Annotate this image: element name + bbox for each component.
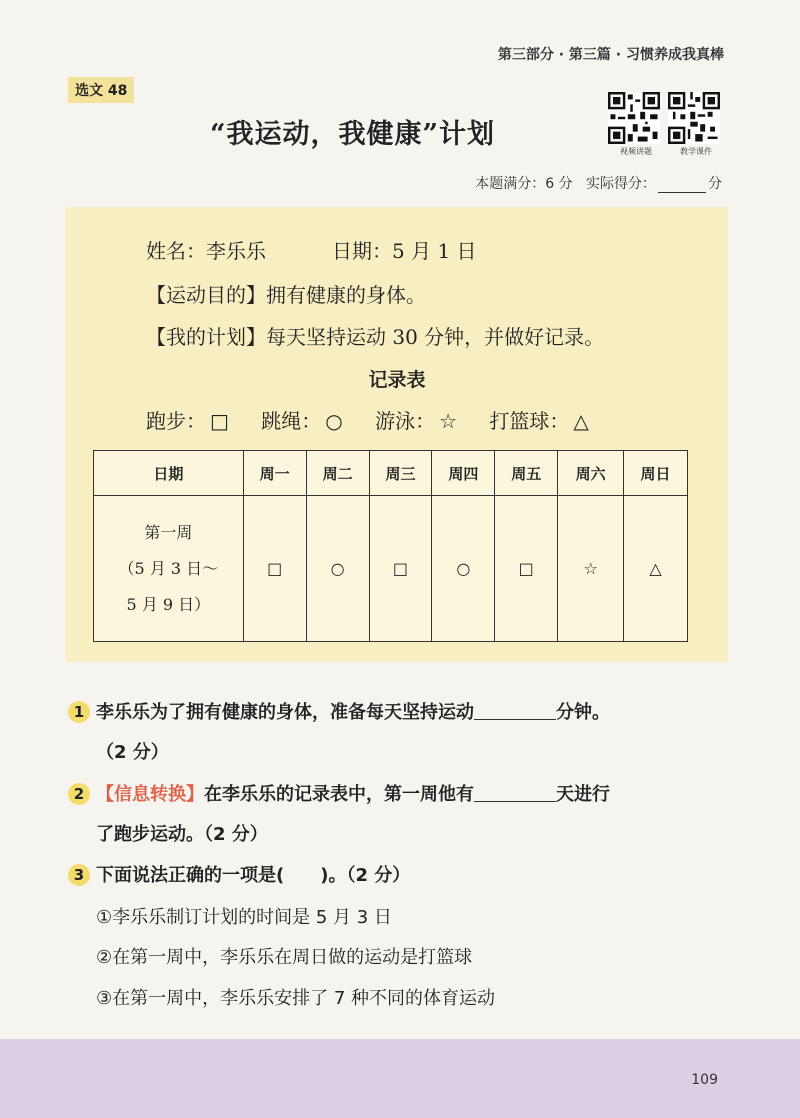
header-cell: 周三 [369, 451, 432, 496]
monday-square-icon: □ [243, 496, 306, 642]
actual-score-blank[interactable] [658, 176, 706, 193]
week-label-cell [94, 496, 244, 642]
question-2 [68, 780, 610, 846]
table-header-row [94, 451, 688, 496]
question-number-badge: 1 [68, 701, 90, 723]
question-1 [68, 698, 610, 764]
question-points: （2 分） [96, 742, 169, 763]
header-cell: 周五 [495, 451, 558, 496]
question-number-badge: 2 [68, 783, 90, 805]
plan-panel [66, 207, 728, 662]
header-cell: 周四 [432, 451, 495, 496]
qr-caption: 教学课件 [680, 147, 712, 156]
exercise-purpose: 【运动目的】拥有健康的身体。 [146, 283, 426, 307]
header-cell: 周六 [558, 451, 624, 496]
star-icon: ☆ [439, 409, 458, 433]
question-number-badge: 3 [68, 864, 90, 886]
page-title: “我运动，我健康”计划 [210, 119, 496, 150]
answer-blank[interactable] [474, 801, 556, 802]
option-1[interactable]: ①李乐乐制订计划的时间是 5 月 3 日 [96, 907, 392, 928]
circle-icon: ○ [325, 409, 343, 433]
saturday-star-icon: ☆ [558, 496, 624, 642]
score-unit: 分 [708, 176, 722, 192]
question-text-tail: 天进行 [556, 784, 610, 805]
header-cell: 周日 [624, 451, 688, 496]
qr-code-video[interactable] [608, 92, 664, 157]
question-text: 在李乐乐的记录表中，第一周他有 [204, 784, 474, 805]
running-head: 第三部分 · 第三篇 · 习惯养成我真棒 [497, 47, 724, 63]
legend-running-label: 跑步： [146, 409, 206, 433]
question-text-continued: 了跑步运动。（2 分） [96, 824, 268, 845]
page-number: 109 [691, 1072, 718, 1088]
record-table-title: 记录表 [368, 369, 426, 391]
sunday-triangle-icon: △ [624, 496, 688, 642]
week-range-end: 5 月 9 日） [126, 594, 211, 614]
symbol-legend [146, 405, 615, 434]
answer-blank[interactable] [474, 719, 556, 720]
question-text: 李乐乐为了拥有健康的身体，准备每天坚持运动 [96, 702, 474, 723]
legend-rope-label: 跳绳： [261, 409, 322, 433]
question-3 [68, 861, 410, 887]
record-table [93, 450, 688, 642]
square-icon: □ [210, 409, 229, 433]
question-text-tail: 分钟。 [556, 702, 610, 723]
full-score: 本题满分：6 分 [475, 176, 573, 192]
thursday-circle-icon: ○ [432, 496, 495, 642]
question-text: 下面说法正确的一项是( )。（2 分） [96, 865, 411, 886]
score-line [475, 173, 722, 193]
tuesday-circle-icon: ○ [306, 496, 369, 642]
selection-tag: 选文 48 [68, 77, 134, 103]
my-plan: 【我的计划】每天坚持运动 30 分钟，并做好记录。 [146, 325, 605, 349]
qr-code-icon [668, 92, 720, 144]
option-2[interactable]: ②在第一周中，李乐乐在周日做的运动是打篮球 [96, 947, 473, 968]
wednesday-square-icon: □ [369, 496, 432, 642]
legend-swim-label: 游泳： [375, 409, 436, 433]
friday-square-icon: □ [495, 496, 558, 642]
student-name: 姓名：李乐乐 [146, 239, 266, 263]
triangle-icon: △ [573, 409, 589, 433]
header-cell: 周二 [306, 451, 369, 496]
legend-basketball-label: 打篮球： [489, 409, 570, 433]
header-cell: 日期 [94, 451, 244, 496]
qr-code-icon [608, 92, 660, 144]
header-cell: 周一 [243, 451, 306, 496]
question-tag: 【信息转换】 [96, 784, 204, 805]
qr-caption: 视频讲题 [620, 147, 652, 156]
plan-date: 日期：5 月 1 日 [332, 239, 477, 263]
qr-code-courseware[interactable] [668, 92, 724, 157]
week-range-start: （5 月 3 日～ [118, 558, 219, 578]
week-label: 第一周 [144, 522, 193, 542]
table-row [94, 496, 688, 642]
page-footer [0, 1039, 800, 1118]
actual-score-label: 实际得分： [586, 176, 656, 192]
option-3[interactable]: ③在第一周中，李乐乐安排了 7 种不同的体育运动 [96, 988, 496, 1009]
name-date-line [146, 235, 477, 264]
